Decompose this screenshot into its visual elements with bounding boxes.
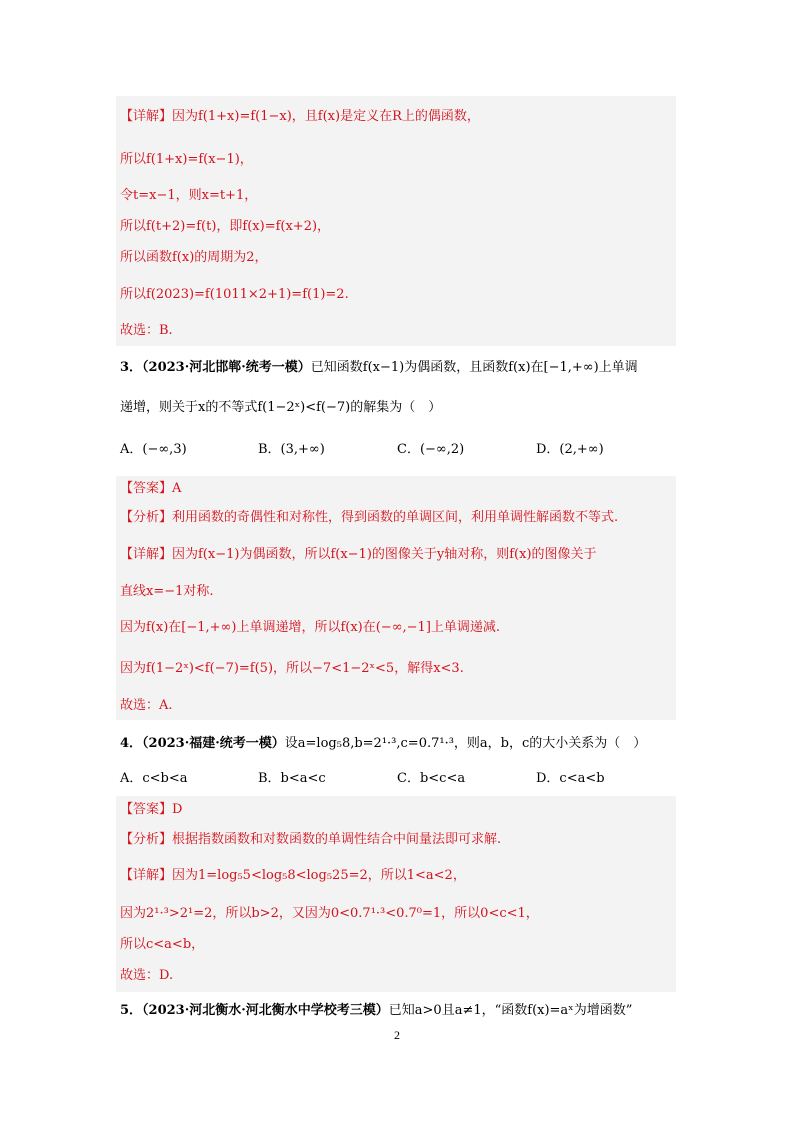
q2-line-3: 令t=x−1，则x=t+1， <box>120 188 258 203</box>
solution-panel-q4 <box>116 796 676 992</box>
q3-stem-line-1 <box>120 359 638 377</box>
q2-detail: 【详解】因为f(1+x)=f(1−x)，且f(x)是定义在R上的偶函数， <box>120 109 480 124</box>
q3-detail-3: 因为f(x)在[−1,+∞)上单调递增，所以f(x)在(−∞,−1]上单调递减. <box>120 620 501 635</box>
q4-number: 4． <box>120 736 143 751</box>
q4-option-a: A．c<b<a <box>120 771 188 786</box>
q3-detail-2: 直线x=−1对称. <box>120 584 214 599</box>
q4-option-d: D．c<a<b <box>536 771 605 786</box>
q4-stem <box>120 735 646 753</box>
q4-detail-1: 【详解】因为1=log₅5<log₅8<log₅25=2，所以1<a<2， <box>120 868 466 883</box>
q4-option-c: C．b<c<a <box>397 771 466 786</box>
q3-source: （2023·河北邯郸·统考一模） <box>142 360 311 375</box>
q3-choice: 故选：A. <box>120 698 173 713</box>
q2-choice: 故选：B. <box>120 323 173 338</box>
q3-option-a: A．(−∞,3) <box>120 442 187 457</box>
q2-line-2: 所以f(1+x)=f(x−1)， <box>120 152 253 167</box>
q3-option-b: B．(3,+∞) <box>258 442 325 457</box>
q4-option-b: B．b<a<c <box>258 771 326 786</box>
q4-analysis: 【分析】根据指数函数和对数函数的单调性结合中间量法即可求解. <box>120 832 502 847</box>
q3-stem-text: 已知函数f(x−1)为偶函数，且函数f(x)在[−1,+∞)上单调 <box>310 360 638 375</box>
q3-stem-line-2: 递增，则关于x的不等式f(1−2ˣ)<f(−7)的解集为（ ） <box>120 400 442 415</box>
q3-answer: 【答案】A <box>120 481 182 496</box>
q2-line-5: 所以函数f(x)的周期为2， <box>120 250 268 265</box>
q5-stem-text: 已知a>0且a≠1，“函数f(x)=aˣ为增函数” <box>388 1003 633 1018</box>
q5-source: （2023·河北衡水·河北衡水中学校考三模） <box>142 1003 389 1018</box>
q5-stem <box>120 1002 632 1020</box>
q4-detail-3: 所以c<a<b， <box>120 937 205 952</box>
q3-detail-4: 因为f(1−2ˣ)<f(−7)=f(5)，所以−7<1−2ˣ<5，解得x<3. <box>120 661 464 676</box>
q4-stem-text: 设a=log₅8,b=2¹·³,c=0.7¹·³，则a，b，c的大小关系为（ ） <box>284 736 647 751</box>
q2-line-6: 所以f(2023)=f(1011×2+1)=f(1)=2. <box>120 287 349 302</box>
q3-option-d: D．(2,+∞) <box>536 442 604 457</box>
q3-number: 3． <box>120 360 143 375</box>
q3-detail-1: 【详解】因为f(x−1)为偶函数，所以f(x−1)的图像关于y轴对称，则f(x)的图像关于 <box>120 547 597 562</box>
q3-analysis: 【分析】利用函数的奇偶性和对称性，得到函数的单调区间，利用单调性解函数不等式. <box>120 510 619 525</box>
q4-detail-2: 因为2¹·³>2¹=2，所以b>2，又因为0<0.7¹·³<0.7⁰=1，所以0<c<1， <box>120 906 539 921</box>
q5-number: 5． <box>120 1003 143 1018</box>
q4-answer: 【答案】D <box>120 802 183 817</box>
q2-line-4: 所以f(t+2)=f(t)，即f(x)=f(x+2)， <box>120 219 331 234</box>
q4-choice: 故选：D. <box>120 968 174 983</box>
q3-option-c: C．(−∞,2) <box>397 442 465 457</box>
page-number: 2 <box>394 1028 400 1042</box>
q4-source: （2023·福建·统考一模） <box>142 736 285 751</box>
